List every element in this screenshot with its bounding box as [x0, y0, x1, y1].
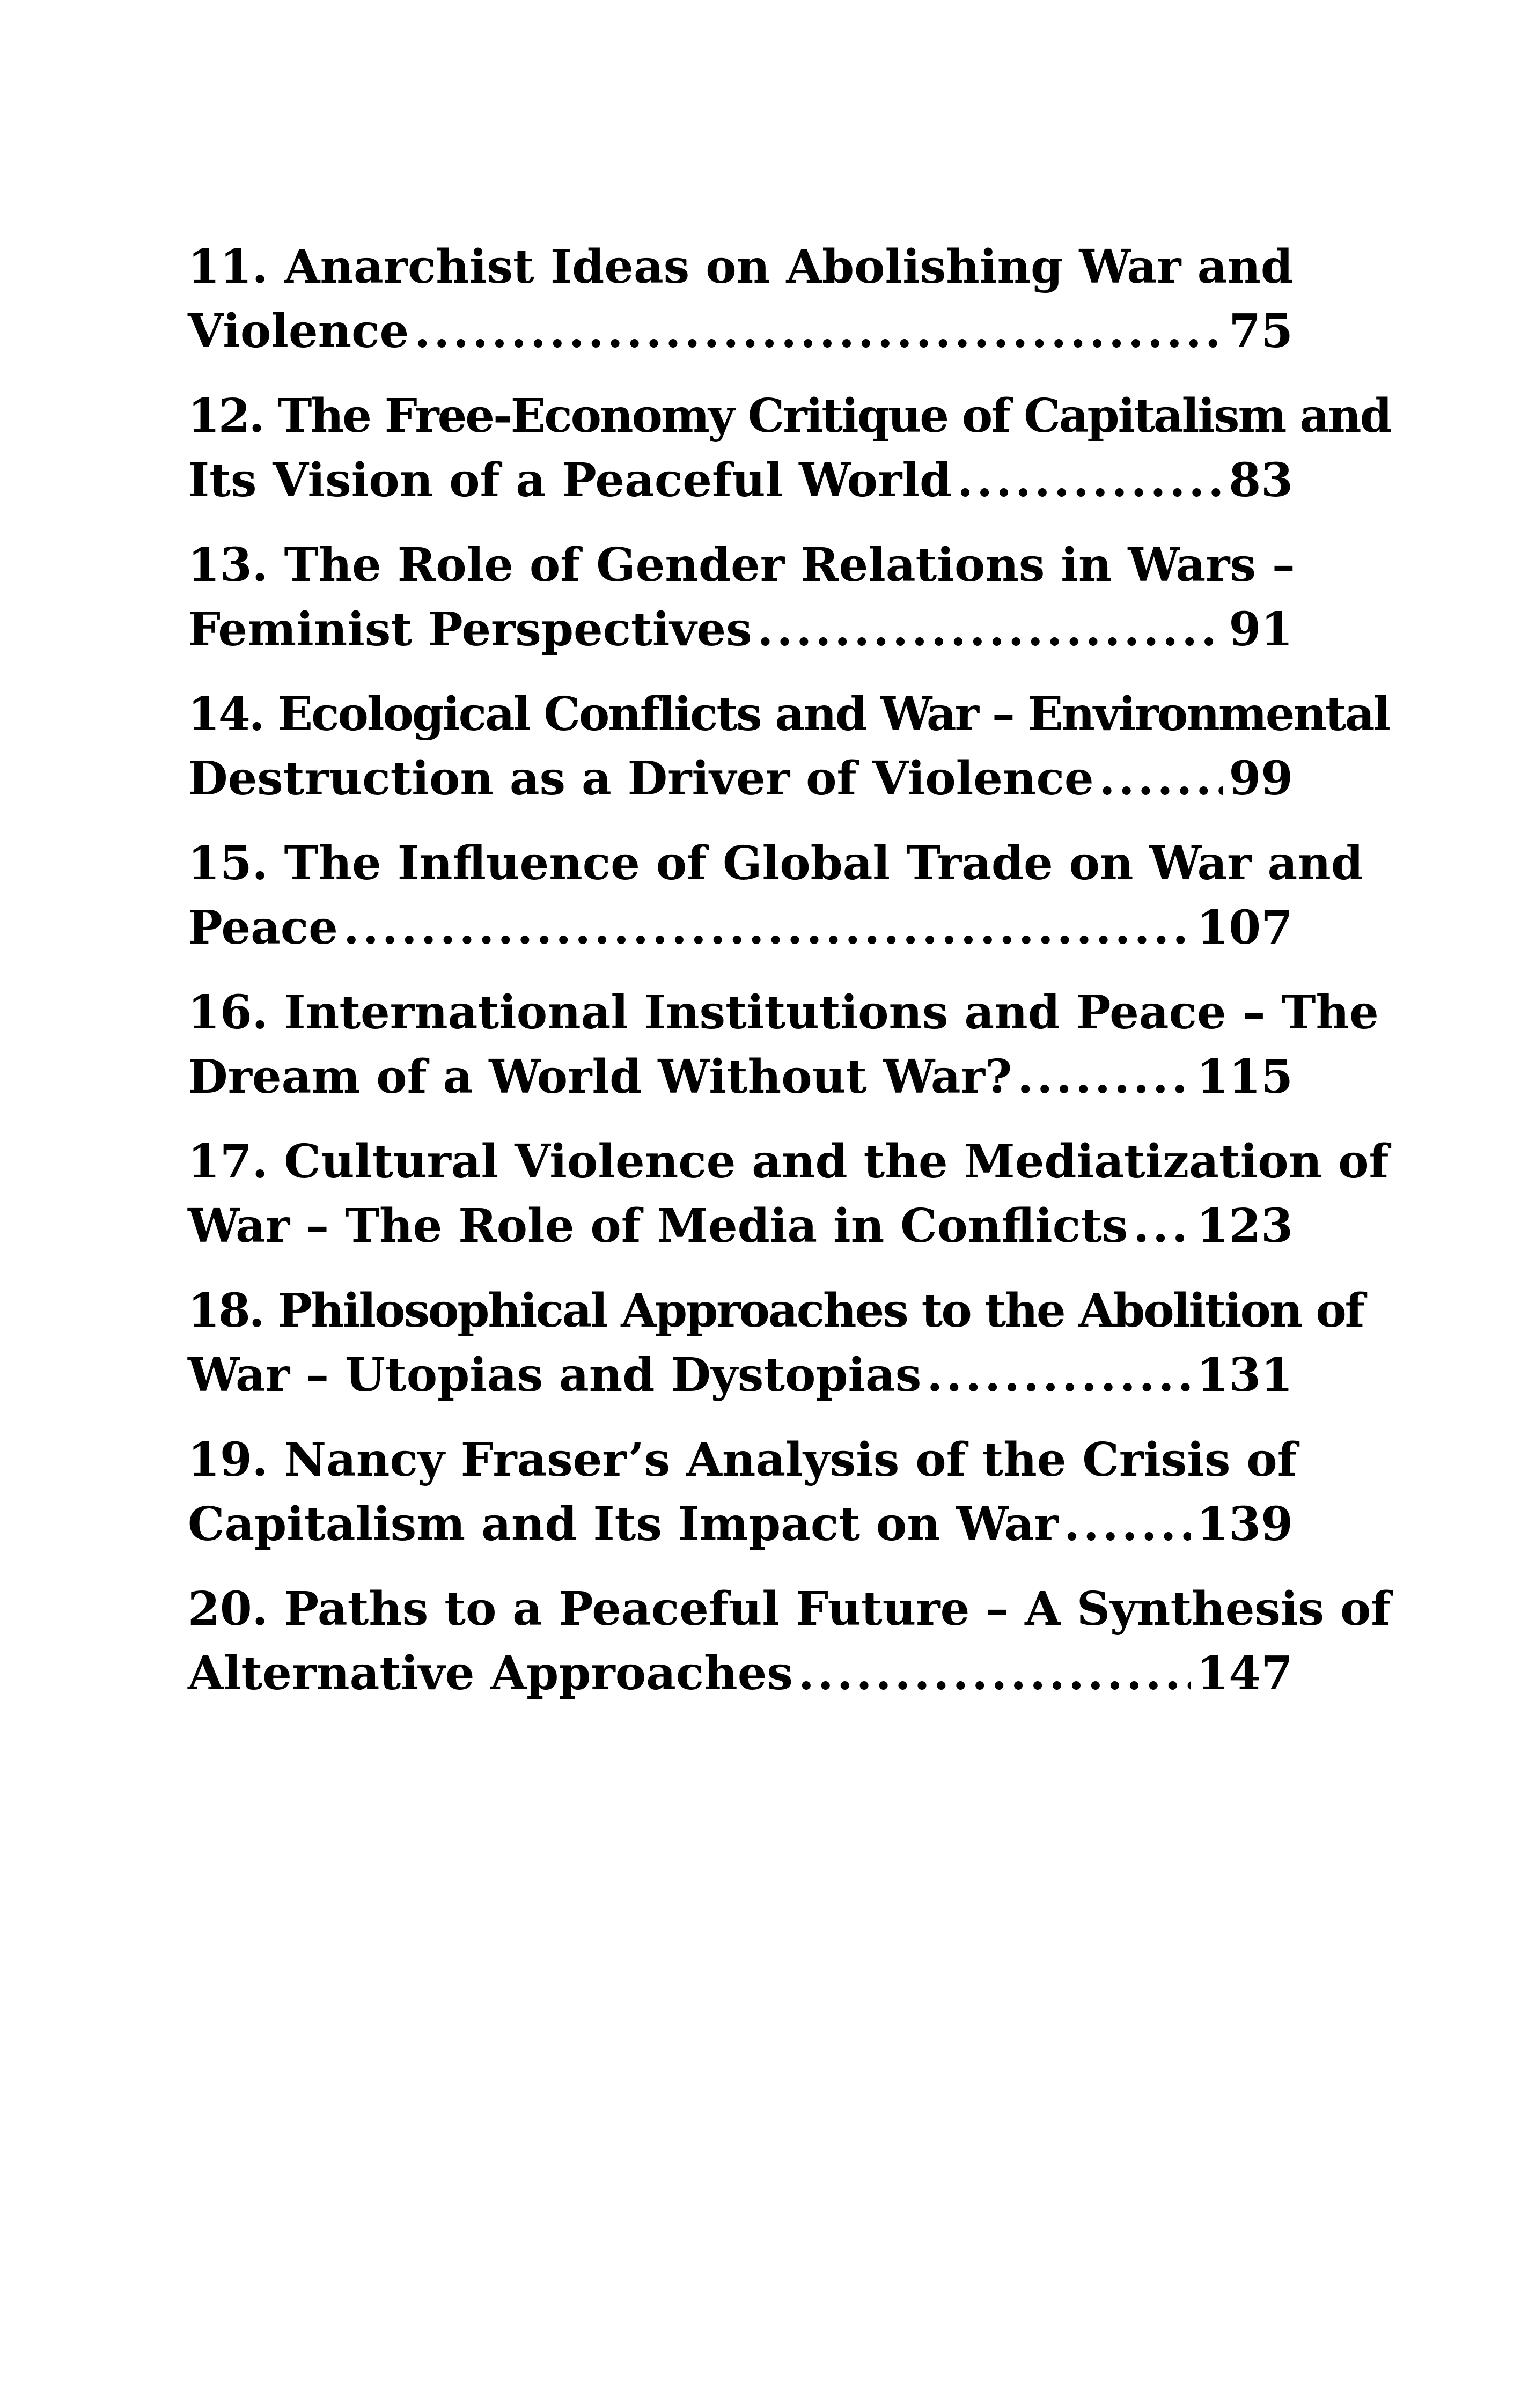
dot-leader: [1099, 747, 1224, 811]
toc-page-number: 123: [1196, 1199, 1293, 1253]
toc-entry-title-line: 11. Anarchist Ideas on Abolishing War and: [188, 240, 1293, 294]
toc-entry-title-line: 19. Nancy Fraser’s Analysis of the Crisis of: [188, 1433, 1297, 1487]
toc-entry-title-continuation: War – The Role of Media in Conflicts: [188, 1199, 1128, 1253]
dot-leader: [798, 1641, 1192, 1706]
toc-entry-last-line: [188, 1194, 1293, 1258]
toc-entry-title-continuation: Peace: [188, 901, 338, 955]
toc-entry[interactable]: [188, 1577, 1391, 1706]
toc-page-number: 147: [1196, 1646, 1293, 1700]
toc-entry-title-continuation: War – Utopias and Dystopias: [188, 1348, 922, 1402]
toc-entry-last-line: [188, 1641, 1293, 1706]
toc-entry-title-line: 12. The Free-Economy Critique of Capitalism and: [188, 389, 1391, 443]
toc-page-number: 131: [1196, 1348, 1293, 1402]
toc-entry-last-line: [188, 1343, 1293, 1408]
dot-leader: [1064, 1492, 1192, 1557]
toc-page-number: 83: [1229, 453, 1293, 507]
toc-entry-last-line: [188, 1045, 1293, 1109]
toc-entry-title-continuation: Destruction as a Driver of Violence: [188, 752, 1094, 806]
dot-leader: [758, 598, 1224, 662]
toc-entry-title-line: 20. Paths to a Peaceful Future – A Synthesis of: [188, 1582, 1391, 1636]
dot-leader: [1017, 1045, 1191, 1109]
toc-page-number: 139: [1196, 1497, 1293, 1551]
toc-entry[interactable]: [188, 533, 1293, 662]
toc-page-number: 107: [1196, 901, 1293, 955]
toc-entry-title-line: 15. The Influence of Global Trade on War and: [188, 836, 1363, 890]
toc-entry-title-line: 16. International Institutions and Peace – The: [188, 985, 1379, 1040]
toc-entry-title-continuation: Capitalism and Its Impact on War: [188, 1497, 1059, 1551]
dot-leader: [1133, 1194, 1191, 1258]
toc-entry-last-line: [188, 896, 1293, 960]
dot-leader: [957, 448, 1223, 513]
toc-entry-title-continuation: Violence: [188, 304, 409, 358]
toc-entry-last-line: [188, 1492, 1293, 1557]
toc-entry[interactable]: [188, 235, 1293, 364]
toc-entry-last-line: [188, 747, 1293, 811]
toc-entry-last-line: [188, 299, 1293, 364]
dot-leader: [927, 1343, 1191, 1408]
toc-entry[interactable]: [188, 981, 1379, 1109]
toc-page-number: 75: [1229, 304, 1293, 358]
toc-entry[interactable]: [188, 1279, 1363, 1408]
toc-entry-title-line: 13. The Role of Gender Relations in Wars –: [188, 538, 1295, 592]
dot-leader: [414, 299, 1223, 364]
toc-entry-title-continuation: Feminist Perspectives: [188, 602, 752, 657]
toc-entry-last-line: [188, 598, 1293, 662]
toc-entry[interactable]: [188, 831, 1363, 960]
dot-leader: [343, 896, 1192, 960]
toc-entry-title-line: 14. Ecological Conflicts and War – Environmental: [188, 687, 1390, 741]
toc-page-number: 99: [1229, 752, 1293, 806]
toc-entry-title-line: 17. Cultural Violence and the Mediatization of: [188, 1135, 1389, 1189]
toc-entry[interactable]: [188, 682, 1390, 811]
toc-entry-title-continuation: Its Vision of a Peaceful World: [188, 453, 952, 507]
toc-entry[interactable]: [188, 1130, 1389, 1258]
toc-entry[interactable]: [188, 384, 1391, 513]
table-of-contents: [188, 235, 1391, 1726]
toc-entry-title-line: 18. Philosophical Approaches to the Abolition of: [188, 1284, 1363, 1338]
toc-entry-title-continuation: Dream of a World Without War?: [188, 1050, 1012, 1104]
toc-entry-title-continuation: Alternative Approaches: [188, 1646, 793, 1700]
toc-entry[interactable]: [188, 1428, 1297, 1557]
toc-entry-last-line: [188, 448, 1293, 513]
toc-page-number: 115: [1196, 1050, 1293, 1104]
toc-page-number: 91: [1229, 602, 1293, 657]
